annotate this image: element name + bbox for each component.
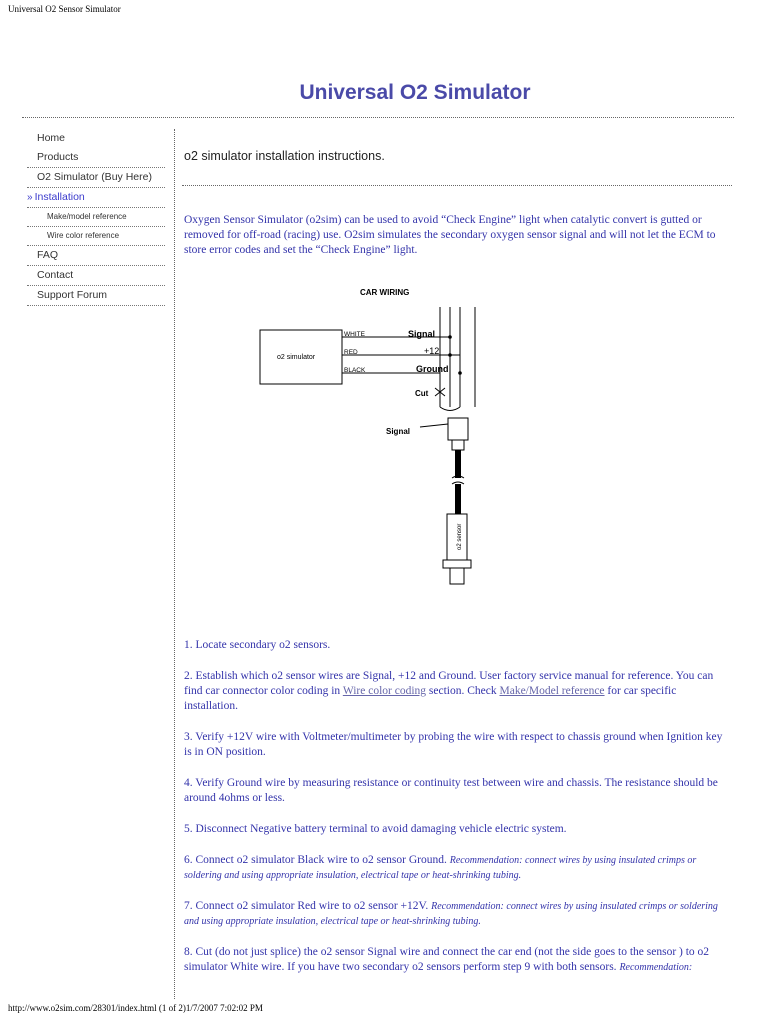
- nav-subitem-wire-color-reference[interactable]: Wire color reference: [27, 227, 165, 246]
- step-6-text: 6. Connect o2 simulator Black wire to o2 sensor Ground.: [184, 854, 450, 866]
- double-chevron-right-icon: »: [27, 192, 33, 203]
- sensor-tip: [450, 568, 464, 584]
- step-8: [184, 945, 732, 975]
- wire-label-black: BLACK: [344, 367, 366, 374]
- step-3: 3. Verify +12V wire with Voltmeter/multimeter by probing the wire with respect to chassis ground when Ignition key is in ON position.: [184, 731, 723, 758]
- sidebar-nav: [27, 129, 165, 306]
- step-2-text-a: 2. Establish which o2 sensor wires are Signal, +12 and Ground. User factory service manual for reference. You can find car connector color coding in: [184, 670, 714, 697]
- sensor-nut: [443, 560, 471, 568]
- o2-sensor-label: o2 sensor: [457, 523, 463, 550]
- wire-color-coding-link[interactable]: Wire color coding: [342, 685, 427, 697]
- browser-print-footer: http://www.o2sim.com/28301/index.html (1 of 2)1/7/2007 7:02:02 PM: [8, 1003, 263, 1013]
- nav-item-installation[interactable]: [27, 188, 165, 208]
- intro-paragraph: Oxygen Sensor Simulator (o2sim) can be used to avoid “Check Engine” light when catalytic convert is gutted or removed for off-road (racing) use. O2sim simulates the secondary oxygen sensor signal and will not let the ECM to store error codes and set the “Check Engine” light.: [184, 214, 716, 256]
- car-wiring-diagram: [250, 282, 510, 592]
- step-6-recommendation: Recommendation: connect wires by using insulated crimps or soldering and using appropriate insulation, electrical tape or heat-shrinking tubing.: [184, 855, 697, 881]
- sidebar-divider: [174, 129, 175, 999]
- browser-page-title: Universal O2 Sensor Simulator: [8, 4, 121, 14]
- step-4: 4. Verify Ground wire by measuring resistance or continuity test between wire and chassis. The resistance should be around 4ohms or less.: [184, 777, 718, 804]
- label-signal: Signal: [408, 329, 436, 339]
- step-7-recommendation: Recommendation: connect wires by using insulated crimps or soldering and using appropriate insulation, electrical tape or heat-shrinking tubing.: [184, 901, 718, 927]
- label-signal-lower: Signal: [386, 427, 411, 436]
- diagram-title: CAR WIRING: [360, 288, 410, 297]
- header-divider: [22, 117, 734, 118]
- label-cut: Cut: [415, 389, 429, 398]
- step-2: [184, 669, 732, 714]
- connector-top: [448, 418, 468, 440]
- label-ground: Ground: [416, 364, 449, 374]
- step-6: [184, 853, 732, 883]
- nav-item-contact[interactable]: Contact: [27, 266, 165, 286]
- cable-upper: [455, 450, 461, 478]
- nav-item-o2-simulator-buy[interactable]: O2 Simulator (Buy Here): [27, 168, 165, 188]
- step-5: 5. Disconnect Negative battery terminal to avoid damaging vehicle electric system.: [184, 823, 567, 835]
- nav-subitem-make-model-reference[interactable]: Make/model reference: [27, 208, 165, 227]
- wire-label-white: WHITE: [344, 331, 365, 338]
- o2-simulator-label: o2 simulator: [277, 354, 316, 361]
- step-1: 1. Locate secondary o2 sensors.: [184, 639, 331, 651]
- cable-lower: [455, 484, 461, 514]
- harness-wires: [440, 307, 475, 407]
- step-8-text: 8. Cut (do not just splice) the o2 sensor Signal wire and connect the car end (not the side goes to the sensor ) to o2 simulator White wire. If you have two secondary o2 sensors perform step 9 with both sensors.: [184, 946, 710, 973]
- wire-label-red: RED: [344, 349, 358, 356]
- nav-item-installation-label: Installation: [34, 191, 85, 203]
- step-8-recommendation: Recommendation:: [619, 962, 693, 973]
- nav-item-products[interactable]: Products: [27, 148, 165, 168]
- nav-item-faq[interactable]: FAQ: [27, 246, 165, 266]
- step-2-text-c: for car specific installation.: [184, 685, 677, 712]
- page-heading: o2 simulator installation instructions.: [184, 149, 385, 163]
- connector-bottom: [452, 440, 464, 450]
- installation-steps: [184, 638, 732, 991]
- step-7-text: 7. Connect o2 simulator Red wire to o2 sensor +12V.: [184, 900, 432, 912]
- heading-divider: [182, 185, 732, 186]
- site-title: Universal O2 Simulator: [299, 81, 531, 104]
- make-model-reference-link[interactable]: Make/Model reference: [499, 685, 605, 697]
- step-2-text-b: section. Check: [426, 685, 500, 697]
- nav-item-home[interactable]: Home: [37, 132, 66, 144]
- step-7: [184, 899, 732, 929]
- nav-item-support-forum[interactable]: Support Forum: [27, 286, 165, 306]
- label-plus12: +12: [424, 346, 440, 356]
